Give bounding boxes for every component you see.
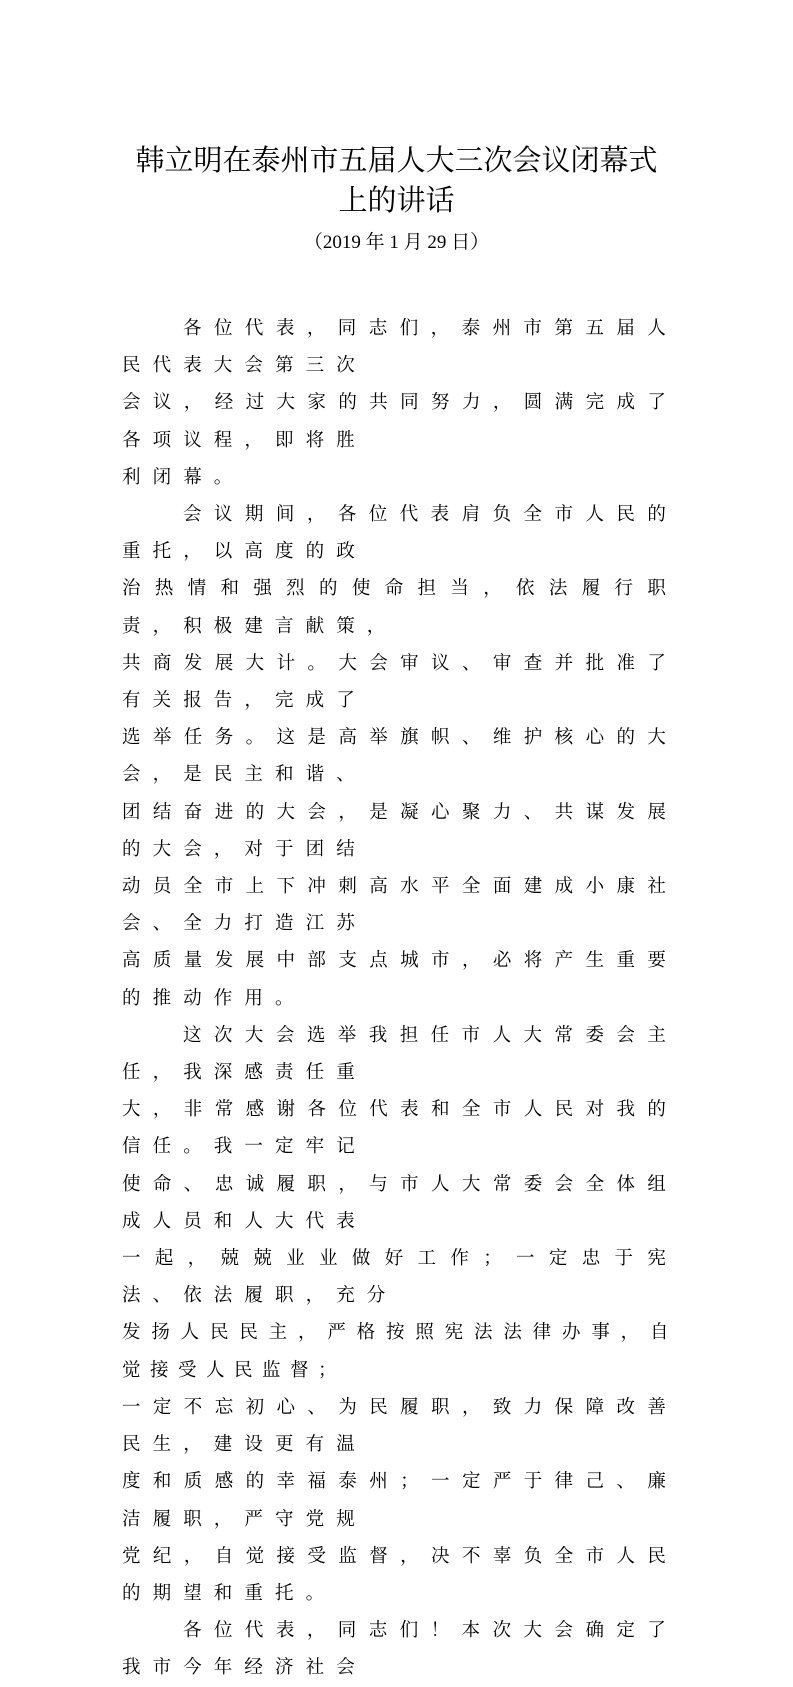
paragraph-line: 高质量发展中部支点城市，必将产生重要的推动作用。 — [122, 950, 678, 1009]
paragraph-line: 各位代表，同志们，泰州市第五届人民代表大会第三次 — [122, 318, 678, 377]
paragraph-line: 治热情和强烈的使命担当，依法履行职责，积极建言献策， — [122, 578, 678, 637]
speech-date: （2019 年 1 月 29 日） — [303, 232, 490, 253]
paragraph-line: 会议期间，各位代表肩负全市人民的重托，以高度的政 — [122, 504, 678, 563]
paragraph-line: 一起，兢兢业业做好工作；一定忠于宪法、依法履职，充分 — [122, 1248, 678, 1307]
paragraph-3 — [122, 1017, 678, 1612]
paragraph-line: 利闭幕。 — [122, 466, 245, 488]
paragraph-line: 团结奋进的大会，是凝心聚力、共谋发展的大会，对于团结 — [122, 801, 678, 860]
paragraph-4 — [122, 1612, 678, 1686]
paragraph-line: 共商发展大计。大会审议、审查并批准了有关报告，完成了 — [122, 652, 678, 712]
document-title — [0, 140, 793, 220]
paragraph-line: 党纪，自觉接受监督，决不辜负全市人民的期望和重托。 — [122, 1545, 678, 1604]
paragraph-line: 使命、忠诚履职，与市人大常委会全体组成人员和人大代表 — [122, 1173, 678, 1232]
paragraph-line: 会议，经过大家的共同努力，圆满完成了各项议程，即将胜 — [122, 392, 678, 451]
title-line-1: 韩立明在泰州市五届人大三次会议闭幕式 — [135, 143, 658, 177]
paragraph-line: 大，非常感谢各位代表和全市人民对我的信任。我一定牢记 — [122, 1099, 678, 1158]
paragraph-line: 选举任务。这是高举旗帜、维护核心的大会，是民主和谐、 — [122, 727, 678, 786]
title-line-2: 上的讲话 — [338, 183, 455, 217]
document-body — [122, 310, 678, 1687]
paragraph-line: 各位代表，同志们！本次大会确定了我市今年经济社会 — [122, 1620, 678, 1679]
paragraph-line: 发扬人民民主，严格按照宪法法律办事，自觉接受人民监督； — [122, 1322, 678, 1381]
paragraph-line: 动员全市上下冲刺高水平全面建成小康社会、全力打造江苏 — [122, 876, 678, 935]
paragraph-line: 一定不忘初心、为民履职，致力保障改善民生，建设更有温 — [122, 1396, 678, 1456]
paragraph-line: 这次大会选举我担任市人大常委会主任，我深感责任重 — [122, 1024, 678, 1084]
paragraph-line: 度和质感的幸福泰州；一定严于律己、廉洁履职，严守党规 — [122, 1471, 678, 1530]
paragraph-2 — [122, 496, 678, 1017]
paragraph-1 — [122, 310, 678, 496]
